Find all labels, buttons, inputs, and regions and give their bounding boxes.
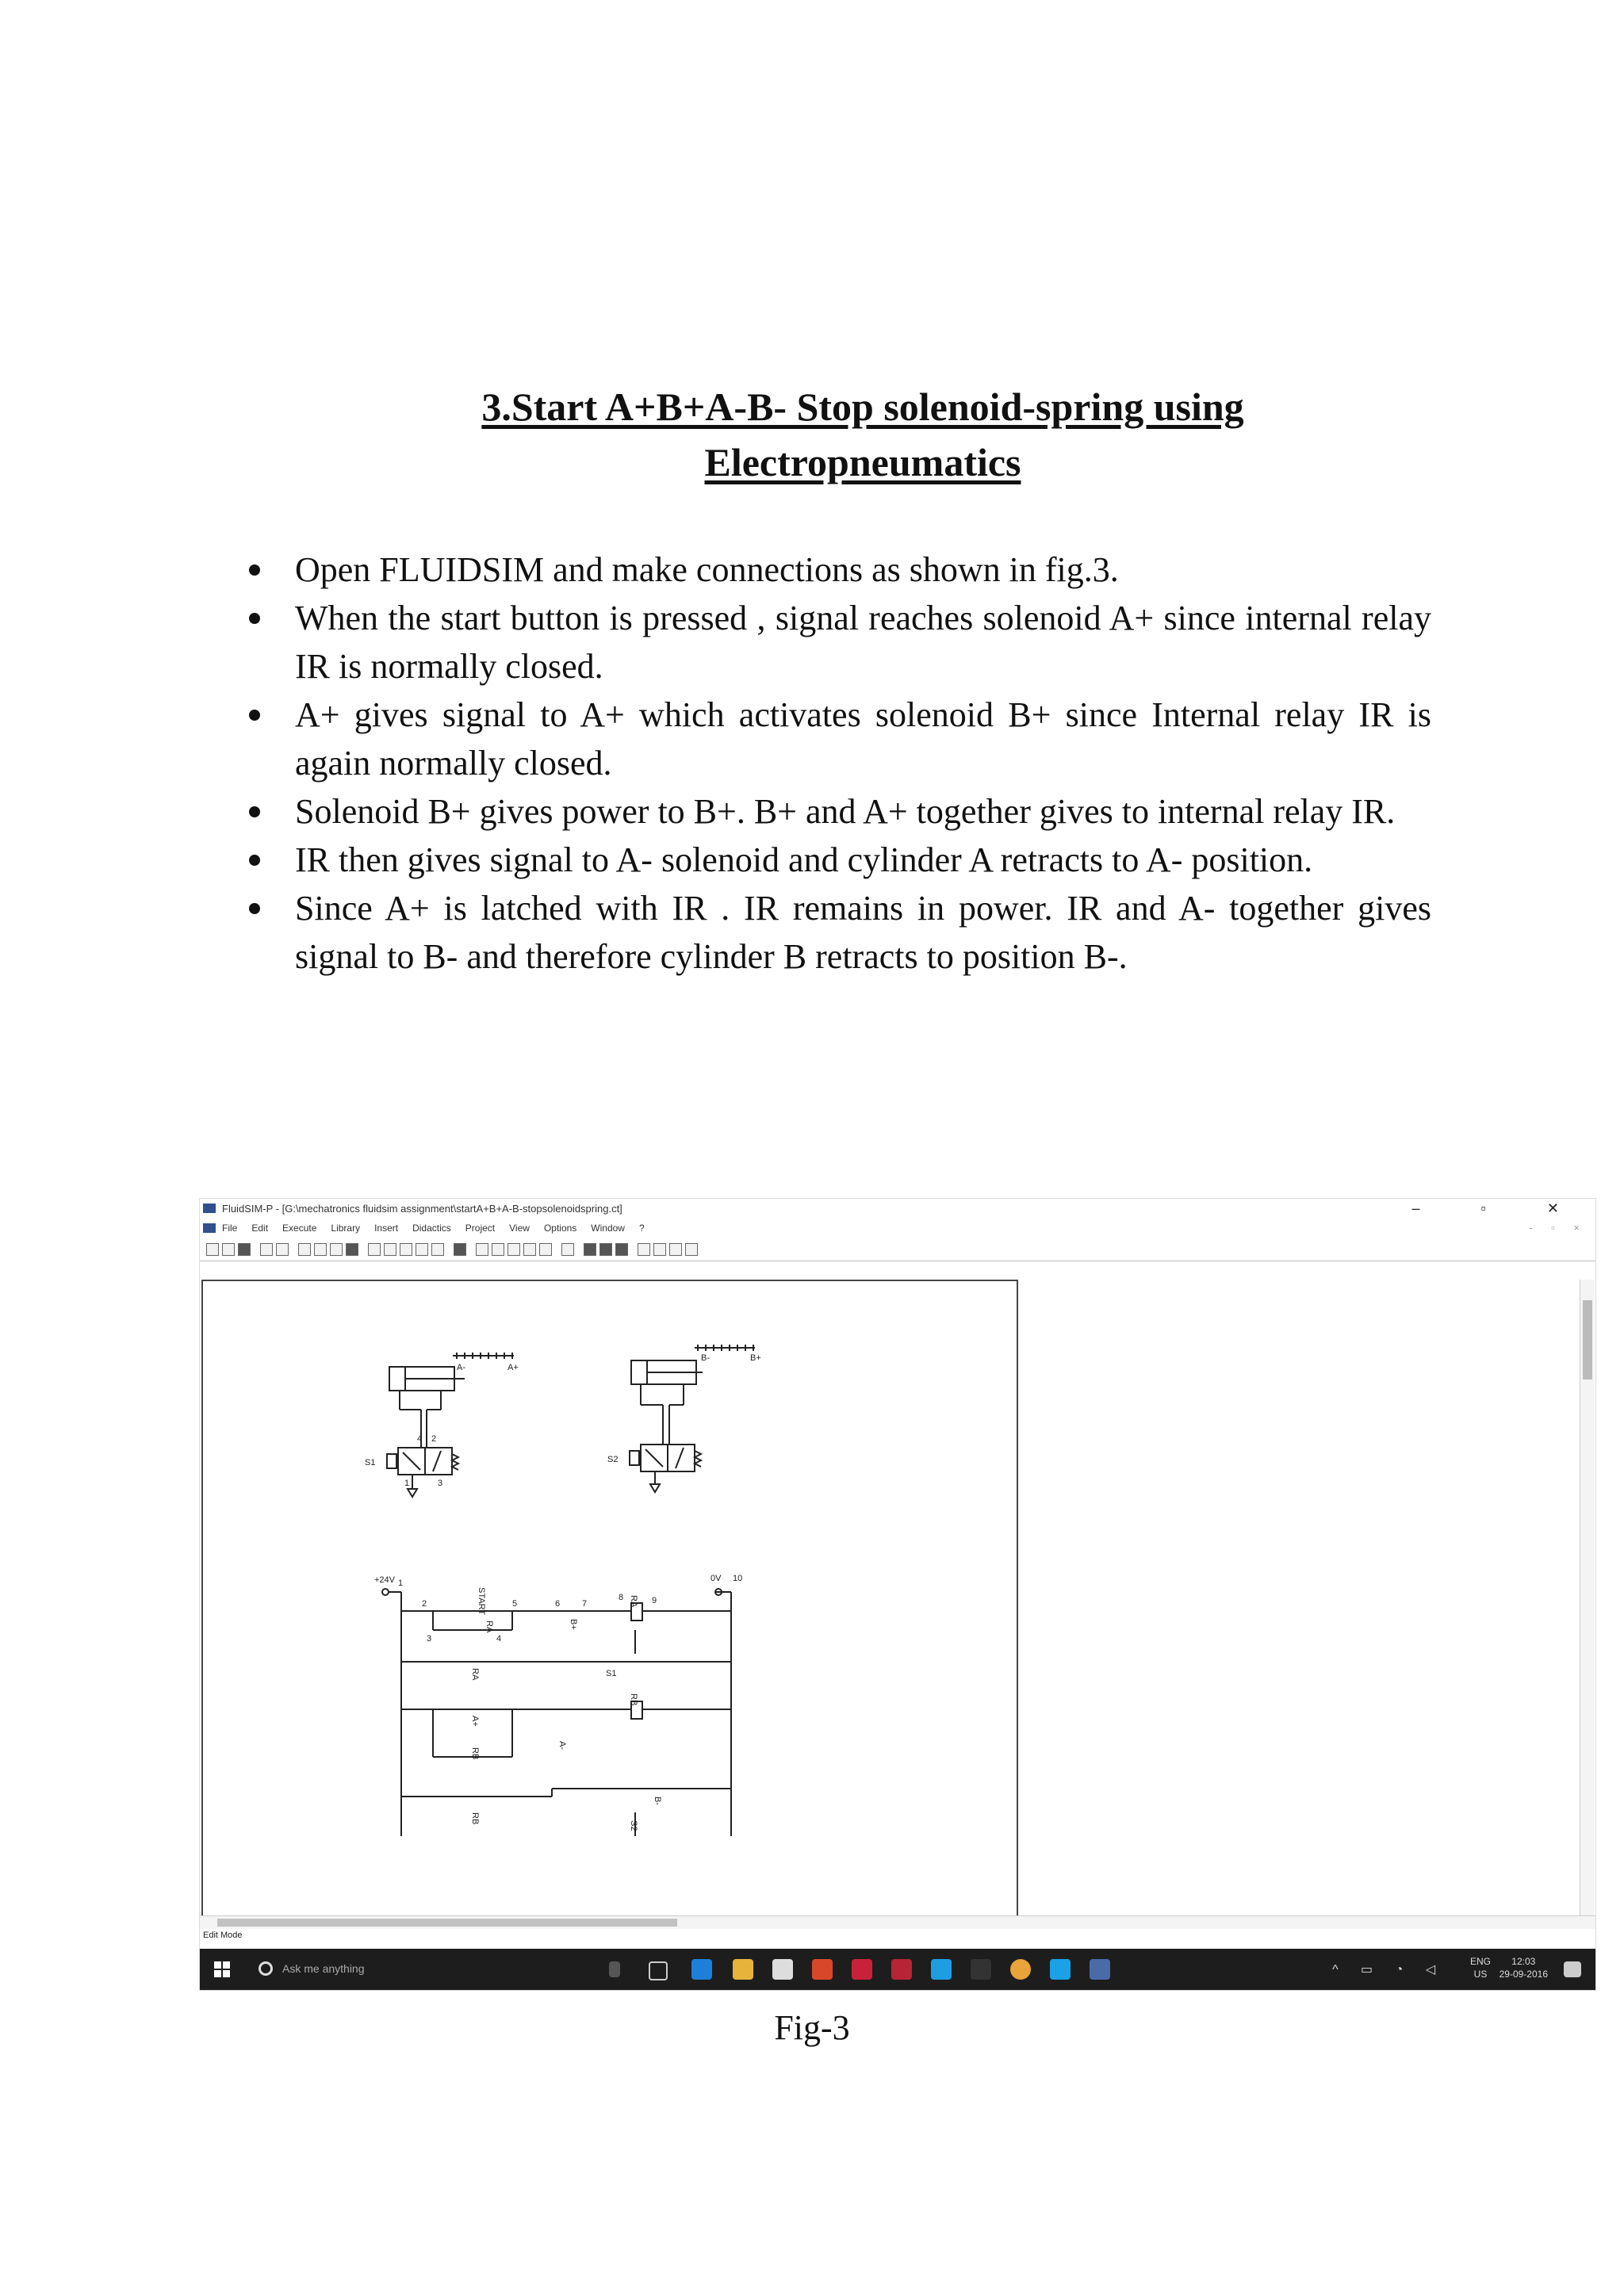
language-indicator[interactable]: ENG US <box>1469 1956 1491 1980</box>
start-label: START <box>477 1587 486 1616</box>
a-minus-switch-label: A- <box>557 1741 567 1750</box>
window-title: FluidSIM-P - [G:\mechatronics fluidsim assignment\startA+B+A-B-stopsolenoidspring.ct] <box>222 1203 622 1215</box>
list-item: A+ gives signal to A+ which activates solenoid B+ since Internal relay IR is again normally closed. <box>238 691 1431 787</box>
bullet-icon <box>249 903 260 914</box>
menu-insert[interactable]: Insert <box>374 1223 399 1234</box>
open-icon[interactable] <box>222 1243 235 1256</box>
system-tray-icons[interactable]: ^ ▭ ◔ ◁ <box>1332 1963 1445 1976</box>
mdi-controls[interactable]: - ▫ × <box>1529 1222 1588 1234</box>
node-5-label: 5 <box>512 1599 518 1609</box>
s1-label: S1 <box>365 1458 376 1468</box>
zoom-fit-icon[interactable] <box>523 1243 536 1256</box>
window-controls[interactable]: – ▫ ✕ <box>1411 1200 1588 1216</box>
cyl-a-minus-label: A- <box>457 1363 465 1372</box>
align-bottom-icon[interactable] <box>431 1243 444 1256</box>
menu-window[interactable]: Window <box>591 1223 625 1234</box>
align-right-icon[interactable] <box>400 1243 412 1256</box>
menu-project[interactable]: Project <box>465 1223 496 1234</box>
undo-icon[interactable] <box>298 1243 311 1256</box>
align-top-icon[interactable] <box>416 1243 428 1256</box>
check-icon[interactable] <box>561 1243 574 1256</box>
valve-s1[interactable] <box>387 1448 458 1497</box>
menu-help[interactable]: ? <box>638 1223 645 1234</box>
page-heading <box>0 379 1624 490</box>
toolbar <box>200 1238 1595 1261</box>
microphone-icon[interactable] <box>609 1961 620 1977</box>
stop-icon[interactable] <box>584 1243 596 1256</box>
list-item: Since A+ is latched with IR . IR remains in power. IR and A- together gives signal to B- and therefore cylinder B retracts to position B-. <box>238 884 1431 981</box>
new-icon[interactable] <box>206 1243 219 1256</box>
b-minus-switch-label: B- <box>653 1797 662 1805</box>
chrome-icon[interactable] <box>1010 1959 1031 1980</box>
node-8-label: 8 <box>619 1593 624 1602</box>
vertical-scroll-thumb[interactable] <box>1583 1300 1592 1380</box>
skype-icon[interactable] <box>1050 1959 1071 1980</box>
edge-icon[interactable] <box>691 1959 712 1980</box>
list-item: Open FLUIDSIM and make connections as shown in fig.3. <box>238 545 1431 594</box>
port-2-label: 2 <box>431 1434 437 1444</box>
s2-label: S2 <box>607 1455 619 1464</box>
task-view-icon[interactable] <box>649 1961 668 1980</box>
node-10-label: 10 <box>733 1574 743 1583</box>
cylinder-a[interactable] <box>389 1353 514 1448</box>
clock-time: 12:03 <box>1511 1956 1536 1967</box>
heading-line-2: Electropneumatics <box>704 440 1021 484</box>
figure-caption: Fig-3 <box>774 2008 850 2047</box>
notifications-icon[interactable] <box>1564 1961 1581 1977</box>
node-4-label: 4 <box>496 1634 502 1644</box>
rb-contact-2-label: RB <box>470 1812 480 1825</box>
fast-forward-icon[interactable] <box>685 1243 698 1256</box>
pause-icon[interactable] <box>615 1243 628 1256</box>
fluidsim-app-icon <box>203 1203 216 1213</box>
bullet-icon <box>249 710 260 721</box>
align-center-icon[interactable] <box>384 1243 396 1256</box>
circuit-canvas[interactable] <box>201 1280 1018 1919</box>
list-item: When the start button is pressed , signal reaches solenoid A+ since internal relay IR is normally closed. <box>238 594 1431 691</box>
instruction-list <box>238 545 1431 981</box>
grid-icon[interactable] <box>454 1243 466 1256</box>
menu-options[interactable]: Options <box>543 1223 577 1234</box>
bullet-icon <box>249 855 260 866</box>
mail-icon[interactable] <box>852 1959 872 1980</box>
store-icon[interactable] <box>772 1959 793 1980</box>
heading-line-1: 3.Start A+B+A-B- Stop solenoid-spring using <box>481 385 1244 429</box>
right-pane <box>1018 1280 1580 1915</box>
electrical-ladder[interactable] <box>382 1589 731 1836</box>
valve-s2[interactable] <box>630 1445 701 1492</box>
node-1-label: 1 <box>398 1578 404 1588</box>
cyl-b-minus-label: B- <box>701 1353 710 1363</box>
fluidsim-taskbar-icon[interactable] <box>1090 1959 1110 1980</box>
print-icon[interactable] <box>260 1243 273 1256</box>
cyl-a-plus-label: A+ <box>508 1363 519 1372</box>
menu-library[interactable]: Library <box>331 1223 361 1234</box>
taskbar-search-input[interactable]: Ask me anything <box>282 1962 365 1975</box>
paste-icon[interactable] <box>346 1243 358 1256</box>
list-item: Solenoid B+ gives power to B+. B+ and A+ together gives to internal relay IR. <box>238 787 1431 836</box>
mcafee-icon[interactable] <box>891 1959 912 1980</box>
port-3-label: 3 <box>438 1479 443 1488</box>
ra-coil-label: RA <box>629 1595 638 1608</box>
step-icon[interactable] <box>653 1243 666 1256</box>
node-9-label: 9 <box>652 1596 657 1605</box>
fluidsim-screenshot <box>200 1199 1595 1990</box>
s2-coil-label: S2 <box>629 1820 638 1831</box>
vertical-scrollbar[interactable] <box>1580 1280 1595 1915</box>
bullet-icon <box>249 564 260 576</box>
zoom-out-icon[interactable] <box>492 1243 504 1256</box>
step-to-end-icon[interactable] <box>669 1243 682 1256</box>
menu-bar <box>200 1219 1595 1238</box>
menu-file[interactable]: File <box>222 1223 238 1234</box>
document-icon <box>203 1223 216 1233</box>
powerpoint-icon[interactable] <box>812 1959 833 1980</box>
cortana-icon[interactable] <box>259 1961 273 1976</box>
status-bar: Edit Mode <box>203 1931 243 1940</box>
align-left-icon[interactable] <box>368 1243 381 1256</box>
zoom-window-icon[interactable] <box>508 1243 520 1256</box>
clock-date: 29-09-2016 <box>1499 1969 1548 1980</box>
rb-contact-label: RB <box>470 1747 480 1760</box>
node-7-label: 7 <box>582 1599 588 1609</box>
play-icon[interactable] <box>599 1243 612 1256</box>
windows-start-icon[interactable] <box>214 1961 230 1977</box>
window-titlebar <box>200 1199 1595 1219</box>
zoom-in-icon[interactable] <box>476 1243 488 1256</box>
ground-label: 0V <box>710 1574 722 1583</box>
menu-didactics[interactable]: Didactics <box>412 1223 451 1234</box>
ra-contact-label: RA <box>485 1621 494 1633</box>
reset-icon[interactable] <box>638 1243 650 1256</box>
save-icon[interactable] <box>238 1243 251 1256</box>
file-explorer-icon[interactable] <box>733 1959 753 1980</box>
port-1-label: 1 <box>404 1479 410 1488</box>
horizontal-scroll-thumb[interactable] <box>217 1919 677 1927</box>
cut-icon[interactable] <box>314 1243 327 1256</box>
port-4-label: 4 <box>417 1434 423 1444</box>
node-6-label: 6 <box>555 1599 561 1609</box>
print-preview-icon[interactable] <box>276 1243 289 1256</box>
menu-view[interactable]: View <box>509 1223 530 1234</box>
supply-label: +24V <box>374 1575 395 1585</box>
b-plus-switch-label: B+ <box>569 1619 578 1630</box>
bullet-icon <box>249 806 260 817</box>
cyl-b-plus-label: B+ <box>750 1353 761 1363</box>
menu-execute[interactable]: Execute <box>282 1223 317 1234</box>
menu-edit[interactable]: Edit <box>251 1223 269 1234</box>
list-item: IR then gives signal to A- solenoid and cylinder A retracts to A- position. <box>238 836 1431 884</box>
circuit-diagram <box>203 1281 1017 1917</box>
copy-icon[interactable] <box>330 1243 343 1256</box>
app-icon[interactable] <box>971 1959 991 1980</box>
cylinder-b[interactable] <box>631 1345 755 1445</box>
node-3-label: 3 <box>427 1634 432 1644</box>
ra-contact-2-label: RA <box>470 1668 480 1681</box>
bullet-icon <box>249 613 260 624</box>
node-2-label: 2 <box>422 1599 427 1609</box>
a-plus-switch-label: A+ <box>470 1716 480 1727</box>
clock[interactable] <box>1500 1955 1548 1980</box>
horizontal-scrollbar[interactable] <box>200 1915 1595 1929</box>
zoom-previous-icon[interactable] <box>539 1243 552 1256</box>
rb-coil-label: RB <box>629 1693 638 1706</box>
s1-coil-label: S1 <box>606 1669 617 1678</box>
internet-explorer-icon[interactable] <box>931 1959 952 1980</box>
windows-taskbar <box>200 1949 1595 1990</box>
